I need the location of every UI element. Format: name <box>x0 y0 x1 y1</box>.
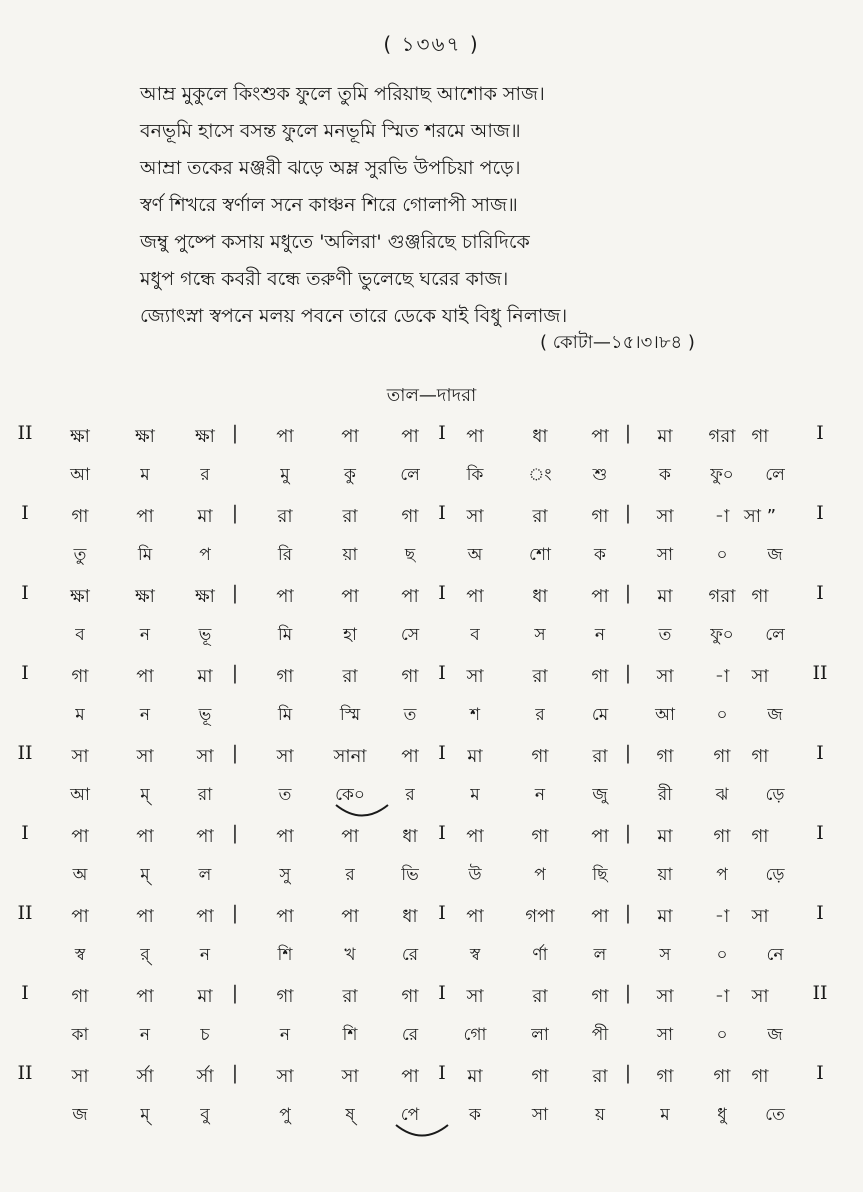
bar-marker: I <box>438 662 446 684</box>
swara-note: ধা <box>532 426 548 447</box>
lyric-syllable: কি <box>466 465 484 485</box>
lyric-syllable: মি <box>277 705 293 725</box>
swara-note: মা <box>197 666 213 687</box>
swara-note: সা <box>656 666 674 687</box>
bar-marker: I <box>816 822 824 844</box>
swara-note: রা <box>342 986 358 1007</box>
bar-marker: I <box>438 982 446 1004</box>
swara-note: পা <box>276 826 294 847</box>
lyric-syllable: অ <box>467 545 483 565</box>
lyric-syllable: শু <box>592 465 608 485</box>
bar-marker: I <box>816 902 824 924</box>
swara-note: সা <box>466 986 484 1007</box>
bar-marker: | <box>624 1062 632 1084</box>
swara-note: গা <box>656 746 674 767</box>
swara-note: পা <box>136 666 154 687</box>
swara-note: গা <box>401 666 419 687</box>
lyric-syllable: চ <box>200 1025 210 1045</box>
lyric-syllable: সা <box>531 1105 549 1125</box>
lyric-syllable: য় <box>594 1105 605 1125</box>
swara-note: গপা <box>525 906 555 927</box>
swara-note: গা <box>531 826 549 847</box>
swara-note: সা <box>466 506 484 527</box>
swara-note: গা <box>401 986 419 1007</box>
swara-note: গা <box>751 586 769 607</box>
swara-note: পা <box>591 906 609 927</box>
lyric-syllable: ক <box>469 1105 481 1125</box>
swara-note: পা <box>71 826 89 847</box>
lyric-syllable: ত <box>278 785 292 805</box>
lyric-syllable: জ <box>767 1025 783 1045</box>
swara-note: সা ” <box>743 506 777 527</box>
swara-note: পা <box>341 826 359 847</box>
swaralipi-notation <box>0 412 863 1172</box>
swara-note: পা <box>401 586 419 607</box>
swara-note: সা <box>751 666 769 687</box>
bar-marker: | <box>624 582 632 604</box>
lyric-syllable: ঝ <box>715 785 729 805</box>
swara-note: ক্ষা <box>195 426 215 447</box>
lyric-syllable: রে <box>401 945 419 965</box>
swara-note: পা <box>341 586 359 607</box>
lyric-syllable: হা <box>343 625 357 645</box>
lyric-syllable: স্ব <box>74 945 86 965</box>
lyric-syllable: র <box>535 705 545 725</box>
bar-marker: | <box>624 902 632 924</box>
bar-marker: II <box>17 742 33 764</box>
lyric-syllable: ন <box>139 625 151 645</box>
bar-marker: | <box>231 822 239 844</box>
bar-marker: I <box>816 742 824 764</box>
swara-note: পা <box>466 426 484 447</box>
lyric-syllable: ছি <box>592 865 608 885</box>
bar-marker: | <box>231 662 239 684</box>
lyric-syllable: আ <box>655 705 675 725</box>
swara-note: গা <box>751 426 769 447</box>
lyric-syllable: ফু০ <box>710 465 734 485</box>
swara-note: -া <box>714 906 730 927</box>
lyric-syllable: শি <box>277 945 293 965</box>
lyric-syllable: য়া <box>657 865 673 885</box>
bar-marker: | <box>624 982 632 1004</box>
lyric-syllable: রে <box>401 1025 419 1045</box>
lyric-syllable: স <box>534 625 546 645</box>
swara-note: ক্ষা <box>135 426 155 447</box>
swara-note: সা <box>656 506 674 527</box>
poem-line: মধুপ গন্ধে কবরী বন্ধে তরুণী ভুলেছে ঘরের কাজ। <box>140 268 509 290</box>
lyric-syllable: ম <box>140 465 150 485</box>
lyric-syllable: ন <box>534 785 546 805</box>
swara-note: সা <box>276 1066 294 1087</box>
bar-marker: II <box>17 902 33 924</box>
bar-marker: I <box>438 1062 446 1084</box>
bar-marker: II <box>812 662 828 684</box>
lyric-syllable: ব <box>470 625 480 645</box>
bar-marker: I <box>21 982 29 1004</box>
lyric-syllable: প <box>534 865 546 885</box>
swara-note: গরা <box>708 586 736 607</box>
lyric-syllable: জ <box>767 545 783 565</box>
swara-note: মা <box>197 506 213 527</box>
lyric-syllable: ন <box>199 945 211 965</box>
swara-note: গা <box>591 666 609 687</box>
swara-note: গা <box>751 1066 769 1087</box>
lyric-syllable: ম্ <box>140 1105 150 1125</box>
lyric-syllable: শো <box>529 545 551 565</box>
bar-marker: I <box>438 822 446 844</box>
swara-note: গা <box>751 826 769 847</box>
lyric-syllable: ক <box>659 465 671 485</box>
lyric-syllable: কু <box>344 465 356 485</box>
swara-note: -া <box>714 506 730 527</box>
swara-note: পা <box>341 426 359 447</box>
lyric-syllable: কে০ <box>335 785 365 805</box>
bar-marker: II <box>812 982 828 1004</box>
lyric-syllable: আ <box>70 465 90 485</box>
lyric-syllable: সু <box>279 865 291 885</box>
lyric-syllable: ম <box>75 705 85 725</box>
bar-marker: I <box>438 422 446 444</box>
lyric-syllable: ষ্ <box>345 1105 355 1125</box>
swara-note: ক্ষা <box>135 586 155 607</box>
poem-citation: ( কোটা—১৫।৩।৮৪ ) <box>540 332 695 353</box>
lyric-syllable: স <box>659 945 671 965</box>
swara-note: রা <box>277 506 293 527</box>
tala-heading: তাল—দাদরা <box>386 385 477 406</box>
lyric-syllable: মে <box>591 705 609 725</box>
lyric-syllable: রি <box>277 545 293 565</box>
swara-note: ক্ষা <box>70 586 90 607</box>
lyric-syllable: রা <box>197 785 213 805</box>
swara-note: মা <box>657 586 673 607</box>
poem-line: বনভূমি হাসে বসন্ত ফুলে মনভূমি স্মিত শরমে আজ॥ <box>140 120 521 142</box>
swara-note: রা <box>532 506 548 527</box>
poem-line: আম্র মুকুলে কিংশুক ফুলে তুমি পরিয়াছ আশোক সাজ। <box>140 83 545 105</box>
swara-note: গা <box>591 986 609 1007</box>
poem-block <box>140 76 840 335</box>
swara-note: পা <box>591 826 609 847</box>
lyric-syllable: ত <box>658 625 672 645</box>
lyric-syllable: সা <box>656 1025 674 1045</box>
lyric-syllable: র <box>405 785 415 805</box>
lyric-syllable: অ <box>72 865 88 885</box>
bar-marker: | <box>624 502 632 524</box>
swara-note: পা <box>466 586 484 607</box>
lyric-syllable: ন <box>594 625 606 645</box>
swara-note: পা <box>136 986 154 1007</box>
lyric-syllable: ন <box>139 1025 151 1045</box>
swara-note: পা <box>136 906 154 927</box>
swara-note: পা <box>196 826 214 847</box>
swara-note: পা <box>136 826 154 847</box>
lyric-syllable: ল <box>593 945 607 965</box>
lyric-syllable: ০ <box>716 705 728 725</box>
swara-note: গা <box>656 1066 674 1087</box>
bar-marker: | <box>231 1062 239 1084</box>
swara-note: সা <box>136 746 154 767</box>
bar-marker: | <box>624 422 632 444</box>
lyric-syllable: ল <box>198 865 212 885</box>
bar-marker: | <box>624 742 632 764</box>
swara-note: সা <box>751 986 769 1007</box>
bar-marker: I <box>438 742 446 764</box>
bar-marker: I <box>21 662 29 684</box>
bar-marker: I <box>816 1062 824 1084</box>
swara-note: সা <box>71 1066 89 1087</box>
swara-note: র্সা <box>136 1066 154 1087</box>
swara-note: পা <box>401 426 419 447</box>
swara-note: গা <box>531 1066 549 1087</box>
lyric-syllable: ভূ <box>198 705 212 725</box>
bar-marker: I <box>816 502 824 524</box>
lyric-syllable: ত <box>403 705 417 725</box>
swara-note: সা <box>466 666 484 687</box>
swara-note: রা <box>532 986 548 1007</box>
bar-marker: I <box>816 422 824 444</box>
swara-note: ধা <box>402 826 418 847</box>
slur-mark <box>392 1122 452 1142</box>
swara-note: সা <box>751 906 769 927</box>
swara-note: পা <box>71 906 89 927</box>
lyric-syllable: লা <box>531 1025 549 1045</box>
lyric-syllable: লে <box>765 465 785 485</box>
swara-note: পা <box>136 506 154 527</box>
bar-marker: | <box>231 982 239 1004</box>
bar-marker: | <box>231 422 239 444</box>
swara-note: পা <box>466 906 484 927</box>
lyric-syllable: জ <box>72 1105 88 1125</box>
lyric-syllable: ং <box>528 465 552 485</box>
lyric-syllable: মু <box>280 465 290 485</box>
lyric-syllable: স্ব <box>469 945 481 965</box>
swara-note: সা <box>656 986 674 1007</box>
poem-line: জ্যোৎস্না স্বপনে মলয় পবনে তারে ডেকে যাই বিধু নিলাজ। <box>140 305 568 327</box>
lyric-syllable: শ <box>469 705 481 725</box>
lyric-syllable: প <box>199 545 211 565</box>
swara-note: গা <box>71 506 89 527</box>
swara-note: মা <box>657 426 673 447</box>
lyric-syllable: পে <box>400 1105 420 1125</box>
lyric-syllable: লে <box>765 625 785 645</box>
bar-marker: | <box>231 902 239 924</box>
swara-note: পা <box>591 426 609 447</box>
swara-note: পা <box>401 746 419 767</box>
bar-marker: I <box>438 582 446 604</box>
swara-note: গরা <box>708 426 736 447</box>
swara-note: পা <box>276 426 294 447</box>
swara-note: গা <box>71 986 89 1007</box>
swara-note: গা <box>713 826 731 847</box>
lyric-syllable: নে <box>766 945 784 965</box>
lyric-syllable: সা <box>656 545 674 565</box>
swara-note: ধা <box>532 586 548 607</box>
swara-note: রা <box>342 506 358 527</box>
swara-note: রা <box>592 746 608 767</box>
lyric-syllable: র্ণা <box>532 945 548 965</box>
poem-line: আম্রা তকের মঞ্জরী ঝড়ে অম্ল সুরভি উপচিয়া পড়ে। <box>140 157 521 179</box>
bar-marker: I <box>21 822 29 844</box>
lyric-syllable: রী <box>657 785 673 805</box>
lyric-syllable: ম <box>470 785 480 805</box>
swara-note: পা <box>276 906 294 927</box>
swara-note: পা <box>591 586 609 607</box>
lyric-syllable: ম্ <box>140 785 150 805</box>
lyric-syllable: ০ <box>716 1025 728 1045</box>
lyric-syllable: উ <box>468 865 482 885</box>
swara-note: পা <box>196 906 214 927</box>
page-number: ( ১৩৬৭ ) <box>383 32 480 56</box>
lyric-syllable: প <box>716 865 728 885</box>
bar-marker: II <box>17 1062 33 1084</box>
swara-note: রা <box>532 666 548 687</box>
swara-note: পা <box>341 906 359 927</box>
lyric-syllable: লে <box>400 465 420 485</box>
lyric-syllable: তে <box>765 1105 785 1125</box>
swara-note: মা <box>657 826 673 847</box>
swara-note: গা <box>531 746 549 767</box>
lyric-syllable: ন <box>139 705 151 725</box>
slur-mark <box>332 802 392 822</box>
swara-note: -া <box>714 986 730 1007</box>
swara-note: রা <box>342 666 358 687</box>
lyric-syllable: ম্ <box>140 865 150 885</box>
swara-note: সা <box>71 746 89 767</box>
bar-marker: | <box>231 582 239 604</box>
swara-note: পা <box>401 1066 419 1087</box>
swara-note: গা <box>591 506 609 527</box>
swara-note: র্সা <box>196 1066 214 1087</box>
bar-marker: I <box>21 582 29 604</box>
lyric-syllable: তু <box>73 545 87 565</box>
lyric-syllable: মি <box>137 545 153 565</box>
poem-line: স্বর্ণ শিখরে স্বর্ণাল সনে কাঞ্চন শিরে গোলাপী সাজ॥ <box>140 194 518 216</box>
swara-note: পা <box>276 586 294 607</box>
swara-note: গা <box>276 986 294 1007</box>
lyric-syllable: স্মি <box>339 705 361 725</box>
poem-line: জম্বু পুষ্পে কসায় মধুতে 'অলিরা' গুঞ্জরিছে চারিদিকে <box>140 231 530 253</box>
swara-note: পা <box>466 826 484 847</box>
lyric-syllable: কা <box>71 1025 89 1045</box>
swara-note: গা <box>751 746 769 767</box>
lyric-syllable: ধু <box>717 1105 727 1125</box>
lyric-syllable: ক <box>594 545 606 565</box>
lyric-syllable: গো <box>463 1025 487 1045</box>
lyric-syllable: য়া <box>342 545 358 565</box>
swara-note: মা <box>467 1066 483 1087</box>
swara-note: মা <box>197 986 213 1007</box>
lyric-syllable: পী <box>591 1025 609 1045</box>
swara-note: সানা <box>333 746 367 767</box>
bar-marker: | <box>624 822 632 844</box>
lyric-syllable: বু <box>200 1105 210 1125</box>
swara-note: গা <box>713 746 731 767</box>
lyric-syllable: খ <box>344 945 356 965</box>
swara-note: সা <box>196 746 214 767</box>
swara-note: সা <box>276 746 294 767</box>
lyric-syllable: ন <box>279 1025 291 1045</box>
lyric-syllable: ছ <box>404 545 416 565</box>
bar-marker: I <box>438 502 446 524</box>
lyric-syllable: র <box>200 465 210 485</box>
bar-marker: I <box>816 582 824 604</box>
lyric-syllable: র্ <box>140 945 150 965</box>
bar-marker: II <box>17 422 33 444</box>
lyric-syllable: ম <box>660 1105 670 1125</box>
swara-note: ক্ষা <box>195 586 215 607</box>
swara-note: মা <box>657 906 673 927</box>
swara-note: গা <box>276 666 294 687</box>
lyric-syllable: ভি <box>401 865 419 885</box>
swara-note: মা <box>467 746 483 767</box>
swara-note: সা <box>341 1066 359 1087</box>
lyric-syllable: ড়ে <box>765 785 785 805</box>
lyric-syllable: জ <box>767 705 783 725</box>
lyric-syllable: ফু০ <box>710 625 734 645</box>
lyric-syllable: মি <box>277 625 293 645</box>
lyric-syllable: র <box>345 865 355 885</box>
swara-note: গা <box>713 1066 731 1087</box>
bar-marker: | <box>624 662 632 684</box>
bar-marker: I <box>438 902 446 924</box>
lyric-syllable: ০ <box>716 545 728 565</box>
lyric-syllable: ভূ <box>198 625 212 645</box>
lyric-syllable: সে <box>400 625 420 645</box>
swara-note: ক্ষা <box>70 426 90 447</box>
swara-note: রা <box>592 1066 608 1087</box>
lyric-syllable: জু <box>592 785 608 805</box>
swara-note: -া <box>714 666 730 687</box>
bar-marker: I <box>21 502 29 524</box>
lyric-syllable: ০ <box>716 945 728 965</box>
swara-note: ধা <box>402 906 418 927</box>
swara-note: গা <box>71 666 89 687</box>
lyric-syllable: আ <box>70 785 90 805</box>
bar-marker: | <box>231 742 239 764</box>
swara-note: গা <box>401 506 419 527</box>
lyric-syllable: ব <box>75 625 85 645</box>
lyric-syllable: পু <box>279 1105 291 1125</box>
bar-marker: | <box>231 502 239 524</box>
lyric-syllable: ড়ে <box>765 865 785 885</box>
lyric-syllable: শি <box>342 1025 358 1045</box>
